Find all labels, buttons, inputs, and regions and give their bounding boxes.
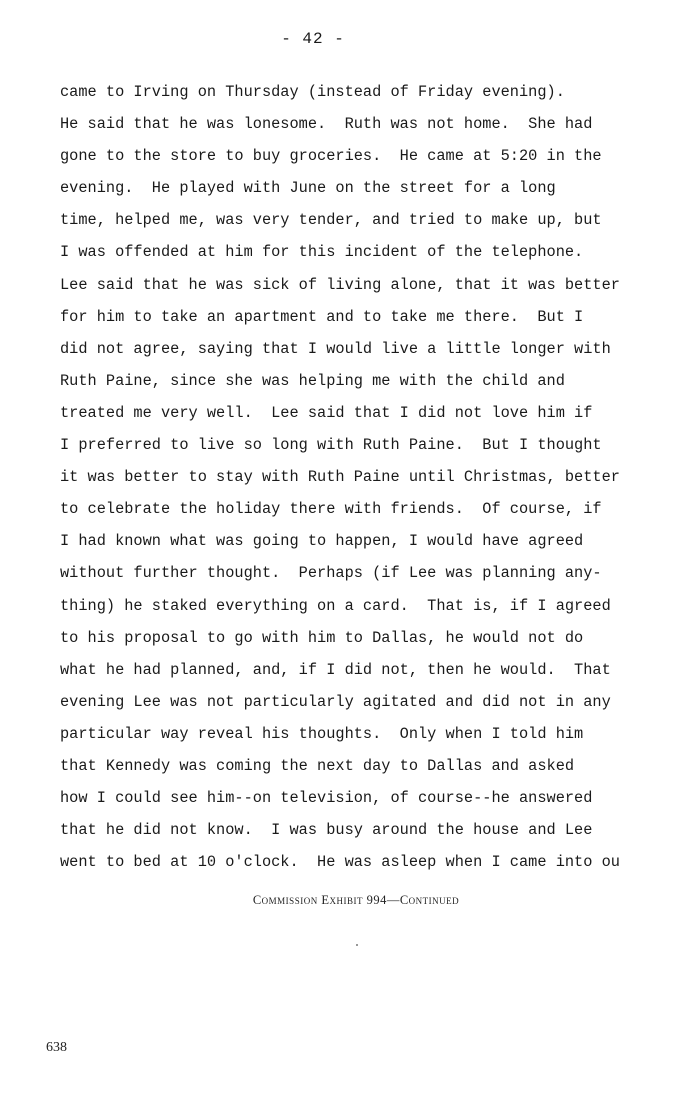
text-line: treated me very well. Lee said that I did not love him if [60,403,593,422]
text-line: without further thought. Perhaps (if Lee was planning any- [60,564,602,583]
text-line: it was better to stay with Ruth Paine until Christmas, better [60,468,620,487]
text-line: I was offended at him for this incident of the telephone. [60,243,584,262]
text-line: evening Lee was not particularly agitated and did not in any [60,692,611,711]
text-line: evening. He played with June on the street for a long [60,179,556,198]
text-line: what he had planned, and, if I did not, then he would. That [60,660,611,679]
text-line: gone to the store to buy groceries. He came at 5:20 in the [60,147,602,166]
scan-speck [356,944,358,946]
body-text [60,76,660,878]
text-line: that Kennedy was coming the next day to Dallas and asked [60,756,575,775]
text-line: Ruth Paine, since she was helping me with the child and [60,371,565,390]
text-line: did not agree, saying that I would live a little longer with [60,339,611,358]
text-line: He said that he was lonesome. Ruth was not home. She had [60,115,593,134]
text-line: I preferred to live so long with Ruth Paine. But I thought [60,436,602,455]
exhibit-caption: Commission Exhibit 994—Continued [252,893,460,907]
text-line: to celebrate the holiday there with friends. Of course, if [60,500,602,519]
text-line: that he did not know. I was busy around the house and Lee [60,821,593,840]
text-line: for him to take an apartment and to take me there. But I [60,307,584,326]
text-line: how I could see him--on television, of course--he answered [60,789,593,808]
folio-number: 638 [46,1040,67,1055]
text-line: particular way reveal his thoughts. Only when I told him [60,724,584,743]
page-number: - 42 - [281,30,345,48]
text-line: I had known what was going to happen, I would have agreed [60,532,584,551]
text-line: time, helped me, was very tender, and tried to make up, but [60,211,602,230]
text-line: Lee said that he was sick of living alone, that it was better [60,275,620,294]
text-line: went to bed at 10 o'clock. He was asleep when I came into ou [60,853,620,872]
text-line: came to Irving on Thursday (instead of Friday evening). [60,83,565,101]
text-line: to his proposal to go with him to Dallas, he would not do [60,628,584,647]
text-line: thing) he staked everything on a card. That is, if I agreed [60,596,611,615]
